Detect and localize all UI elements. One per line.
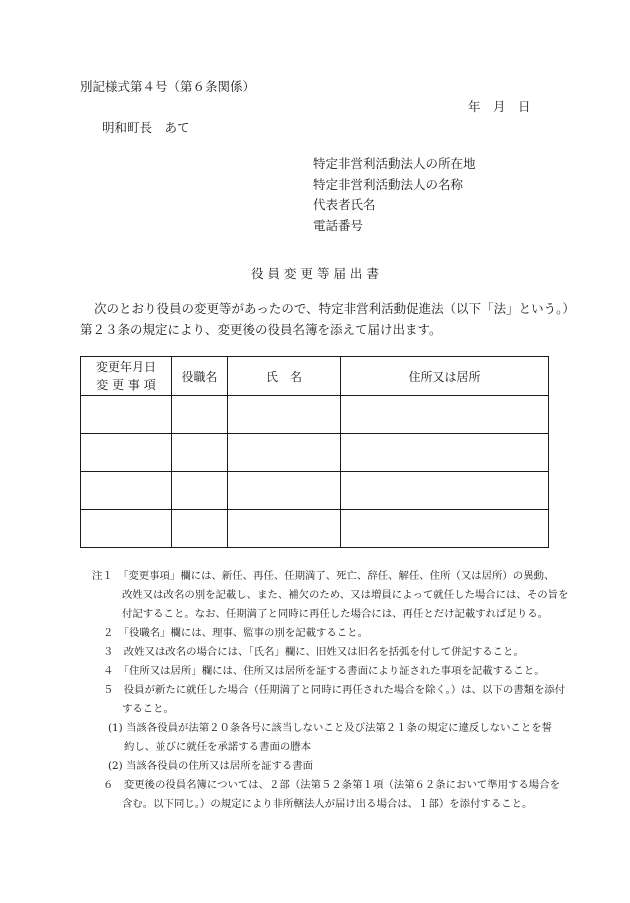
phone-label: 電話番号	[313, 218, 364, 233]
table-cell[interactable]	[228, 396, 341, 434]
table-cell[interactable]	[341, 434, 549, 472]
header-change-date	[81, 357, 172, 396]
table-cell[interactable]	[81, 396, 172, 434]
applicant-name-label: 特定非営利活動法人の名称	[313, 177, 464, 192]
document-title: 役 員 変 更 等 届 出 書	[251, 266, 379, 281]
representative-label: 代表者氏名	[313, 197, 376, 212]
table-row	[81, 472, 549, 510]
table-cell[interactable]	[172, 472, 228, 510]
header-position: 役職名	[172, 357, 228, 396]
table-cell[interactable]	[228, 434, 341, 472]
note-6-line-1: ６ 変更後の役員名簿については、２部（法第５２条第１項（法第６２条において準用する場合を	[103, 779, 560, 791]
table-cell[interactable]	[172, 396, 228, 434]
note-5-line-1: ５ 役員が新たに就任した場合（任期満了と同時に再任された場合を除く。）は、以下の書類を添付	[103, 684, 566, 696]
table-row	[81, 396, 549, 434]
header-change-date-line1: 変更年月日	[95, 360, 156, 374]
table-header-row	[81, 357, 549, 396]
header-address: 住所又は居所	[341, 357, 549, 396]
note-1-line-1: 注１ 「変更事項」欄には、新任、再任、任期満了、死亡、辞任、解任、住所（又は居所）の異動、	[92, 570, 555, 582]
note-4: ４ 「住所又は居所」欄には、住所又は居所を証する書面により証された事項を記載すること。	[103, 665, 545, 677]
note-1-line-3: 付記すること。なお、任期満了と同時に再任した場合には、再任とだけ記載すれば足りる。	[122, 608, 549, 620]
note-5-line-2: すること。	[122, 703, 174, 715]
table-cell[interactable]	[172, 434, 228, 472]
note-5-item-2: (2) 当該各役員の住所又は居所を証する書面	[108, 760, 314, 772]
form-number: 別記様式第４号（第６条関係）	[80, 79, 256, 94]
table-row	[81, 510, 549, 548]
table-cell[interactable]	[81, 510, 172, 548]
note-3: ３ 改姓又は改名の場合には、「氏名」欄に、旧姓又は旧名を括弧を付して併記すること。	[103, 646, 524, 658]
table-cell[interactable]	[81, 472, 172, 510]
table-cell[interactable]	[81, 434, 172, 472]
table-cell[interactable]	[228, 472, 341, 510]
note-5-item-1-line-2: 約し、並びに就任を承諾する書面の謄本	[124, 741, 312, 753]
date-line: 年 月 日	[468, 99, 531, 114]
table-cell[interactable]	[172, 510, 228, 548]
header-name: 氏 名	[228, 357, 341, 396]
table-cell[interactable]	[341, 510, 549, 548]
table-cell[interactable]	[228, 510, 341, 548]
note-5-item-1-line-1: (1) 当該各役員が法第２０条各号に該当しないこと及び法第２１条の規定に違反しないことを誓	[108, 722, 553, 734]
body-line-1: 次のとおり役員の変更等があったので、特定非営利活動促進法（以下「法」という。）	[94, 301, 575, 316]
table-row	[81, 434, 549, 472]
note-1-line-2: 改姓又は改名の別を記載し、また、補欠のため、又は増員によって就任した場合には、その旨を	[122, 589, 569, 601]
applicant-address-label: 特定非営利活動法人の所在地	[313, 156, 476, 171]
note-6-line-2: 含む。以下同じ。）の規定により非所轄法人が届け出る場合は、１部）を添付すること。	[122, 798, 533, 810]
addressee: 明和町長 あて	[102, 120, 190, 135]
header-change-date-line2: 変 更 事 項	[96, 378, 156, 392]
table-cell[interactable]	[341, 472, 549, 510]
table-cell[interactable]	[341, 396, 549, 434]
body-line-2: 第２３条の規定により、変更後の役員名簿を添えて届け出ます。	[80, 322, 442, 337]
note-2: ２ 「役職名」欄には、理事、監事の別を記載すること。	[103, 627, 368, 639]
officer-change-table	[80, 356, 549, 548]
